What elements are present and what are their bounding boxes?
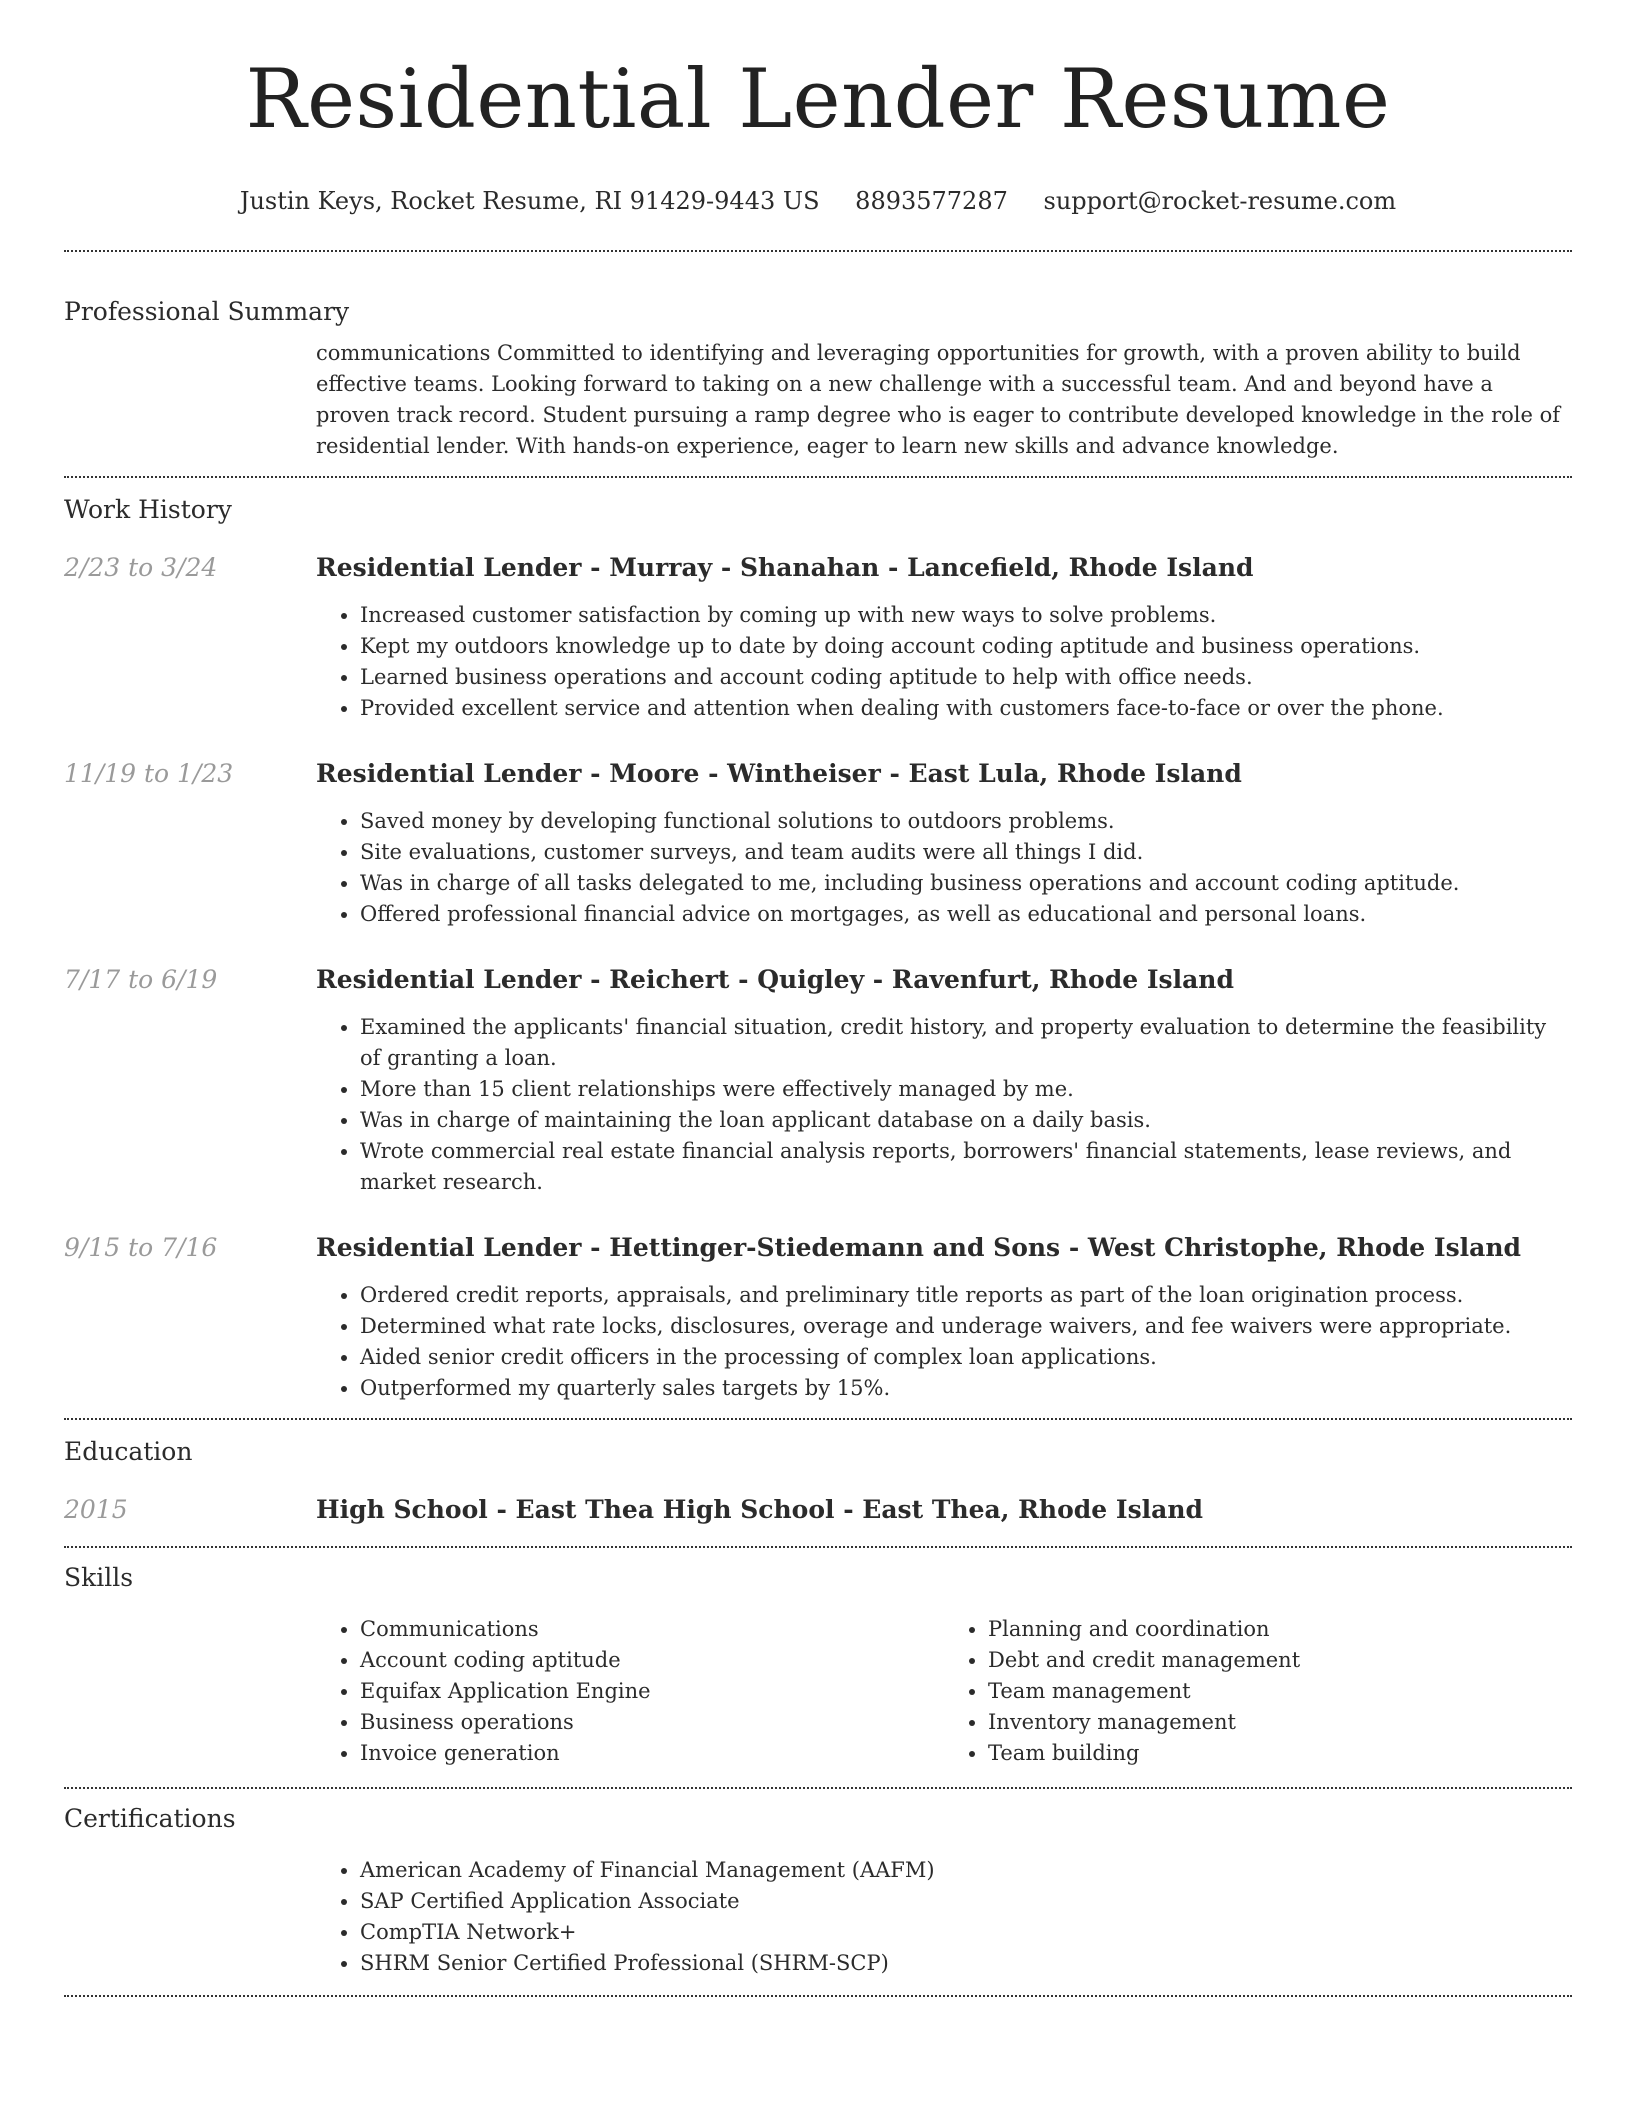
job-entry: [64, 552, 1572, 724]
job-date: 7/17 to 6/19: [64, 965, 218, 994]
list-item: • Site evaluations, customer surveys, and team audits were all things I did.: [360, 837, 1572, 868]
list-item: • More than 15 client relationships were effectively managed by me.: [360, 1074, 1572, 1105]
list-item: • Provided excellent service and attention when dealing with customers face-to-face or over the phone.: [360, 693, 1572, 724]
divider: [64, 1787, 1572, 1789]
certifications-list: [316, 1855, 1572, 1979]
job-entry: [64, 758, 1572, 930]
education-title: High School - East Thea High School - East Thea, Rhode Island: [316, 1495, 1203, 1524]
contact-address: Justin Keys, Rocket Resume, RI 91429-9443 US: [239, 187, 820, 215]
skills-list-left: [316, 1614, 944, 1769]
contact-email: support@rocket-resume.com: [1043, 187, 1397, 215]
summary-heading: Professional Summary: [64, 297, 350, 326]
work-history-section: [64, 494, 1572, 1404]
job-entry: [64, 1232, 1572, 1404]
job-title: Residential Lender - Reichert - Quigley - Ravenfurt, Rhode Island: [316, 965, 1234, 994]
list-item: • Was in charge of maintaining the loan applicant database on a daily basis.: [360, 1105, 1572, 1136]
list-item: • Account coding aptitude: [360, 1645, 944, 1676]
job-bullets: [316, 600, 1572, 724]
job-bullets: [316, 806, 1572, 930]
list-item: • Saved money by developing functional solutions to outdoors problems.: [360, 806, 1572, 837]
job-bullets: [316, 1280, 1572, 1404]
skills-list-right: [944, 1614, 1572, 1769]
list-item: • Outperformed my quarterly sales targets by 15%.: [360, 1373, 1572, 1404]
list-item: • Planning and coordination: [988, 1614, 1572, 1645]
job-title: Residential Lender - Moore - Wintheiser - East Lula, Rhode Island: [316, 759, 1242, 788]
list-item: • Business operations: [360, 1707, 944, 1738]
certifications-heading: Certifications: [64, 1804, 236, 1833]
job-title: Residential Lender - Hettinger-Stiedemann and Sons - West Christophe, Rhode Island: [316, 1233, 1522, 1262]
list-item: • Learned business operations and account coding aptitude to help with office needs.: [360, 662, 1572, 693]
job-date: 9/15 to 7/16: [64, 1233, 218, 1262]
certifications-section: [64, 1803, 1572, 1979]
divider: [64, 1418, 1572, 1420]
list-item: • Inventory management: [988, 1707, 1572, 1738]
divider: [64, 1995, 1572, 1997]
contact-phone: 8893577287: [855, 187, 1008, 215]
education-entry: [64, 1494, 1572, 1526]
job-title: Residential Lender - Murray - Shanahan - Lancefield, Rhode Island: [316, 553, 1254, 582]
education-section: [64, 1436, 1572, 1526]
job-date: 11/19 to 1/23: [64, 759, 234, 788]
divider: [64, 476, 1572, 478]
list-item: • SHRM Senior Certified Professional (SHRM-SCP): [360, 1948, 1572, 1979]
list-item: • Determined what rate locks, disclosures, overage and underage waivers, and fee waivers were appropriate.: [360, 1311, 1572, 1342]
divider: [64, 250, 1572, 252]
resume-title: Residential Lender Resume: [245, 53, 1391, 147]
list-item: • Communications: [360, 1614, 944, 1645]
skills-section: [64, 1562, 1572, 1769]
skills-columns: [316, 1614, 1572, 1769]
list-item: • Increased customer satisfaction by coming up with new ways to solve problems.: [360, 600, 1572, 631]
list-item: • Examined the applicants' financial situation, credit history, and property evaluation to determine the feasibility of granting a loan.: [360, 1012, 1572, 1074]
education-date: 2015: [64, 1495, 128, 1524]
summary-section: [64, 296, 1572, 462]
contact-line: [64, 186, 1572, 216]
list-item: • Ordered credit reports, appraisals, and preliminary title reports as part of the loan origination process.: [360, 1280, 1572, 1311]
list-item: • Equifax Application Engine: [360, 1676, 944, 1707]
work-history-heading: Work History: [64, 495, 232, 524]
job-date: 2/23 to 3/24: [64, 553, 218, 582]
list-item: • Was in charge of all tasks delegated to me, including business operations and account coding aptitude.: [360, 868, 1572, 899]
education-heading: Education: [64, 1437, 193, 1466]
list-item: • Wrote commercial real estate financial analysis reports, borrowers' financial statements, lease reviews, and market research.: [360, 1136, 1572, 1198]
resume-page: [64, 0, 1572, 1997]
list-item: • Kept my outdoors knowledge up to date by doing account coding aptitude and business operations.: [360, 631, 1572, 662]
list-item: • Aided senior credit officers in the processing of complex loan applications.: [360, 1342, 1572, 1373]
list-item: • American Academy of Financial Management (AAFM): [360, 1855, 1572, 1886]
summary-text: communications Committed to identifying and leveraging opportunities for growth, with a proven ability to build effective teams. Looking forward to taking on a new challenge with a successful team. And and beyond have a proven track record. Student pursuing a ramp degree who is eager to contribute developed knowledge in the role of residential lender. With hands-on experience, eager to learn new skills and advance knowledge.: [316, 341, 1560, 458]
job-entry: [64, 964, 1572, 1198]
divider: [64, 1546, 1572, 1548]
list-item: • Invoice generation: [360, 1738, 944, 1769]
list-item: • Team management: [988, 1676, 1572, 1707]
list-item: • Team building: [988, 1738, 1572, 1769]
skills-heading: Skills: [64, 1563, 134, 1592]
job-bullets: [316, 1012, 1572, 1198]
list-item: • Offered professional financial advice on mortgages, as well as educational and personal loans.: [360, 899, 1572, 930]
list-item: • SAP Certified Application Associate: [360, 1886, 1572, 1917]
list-item: • CompTIA Network+: [360, 1917, 1572, 1948]
list-item: • Debt and credit management: [988, 1645, 1572, 1676]
